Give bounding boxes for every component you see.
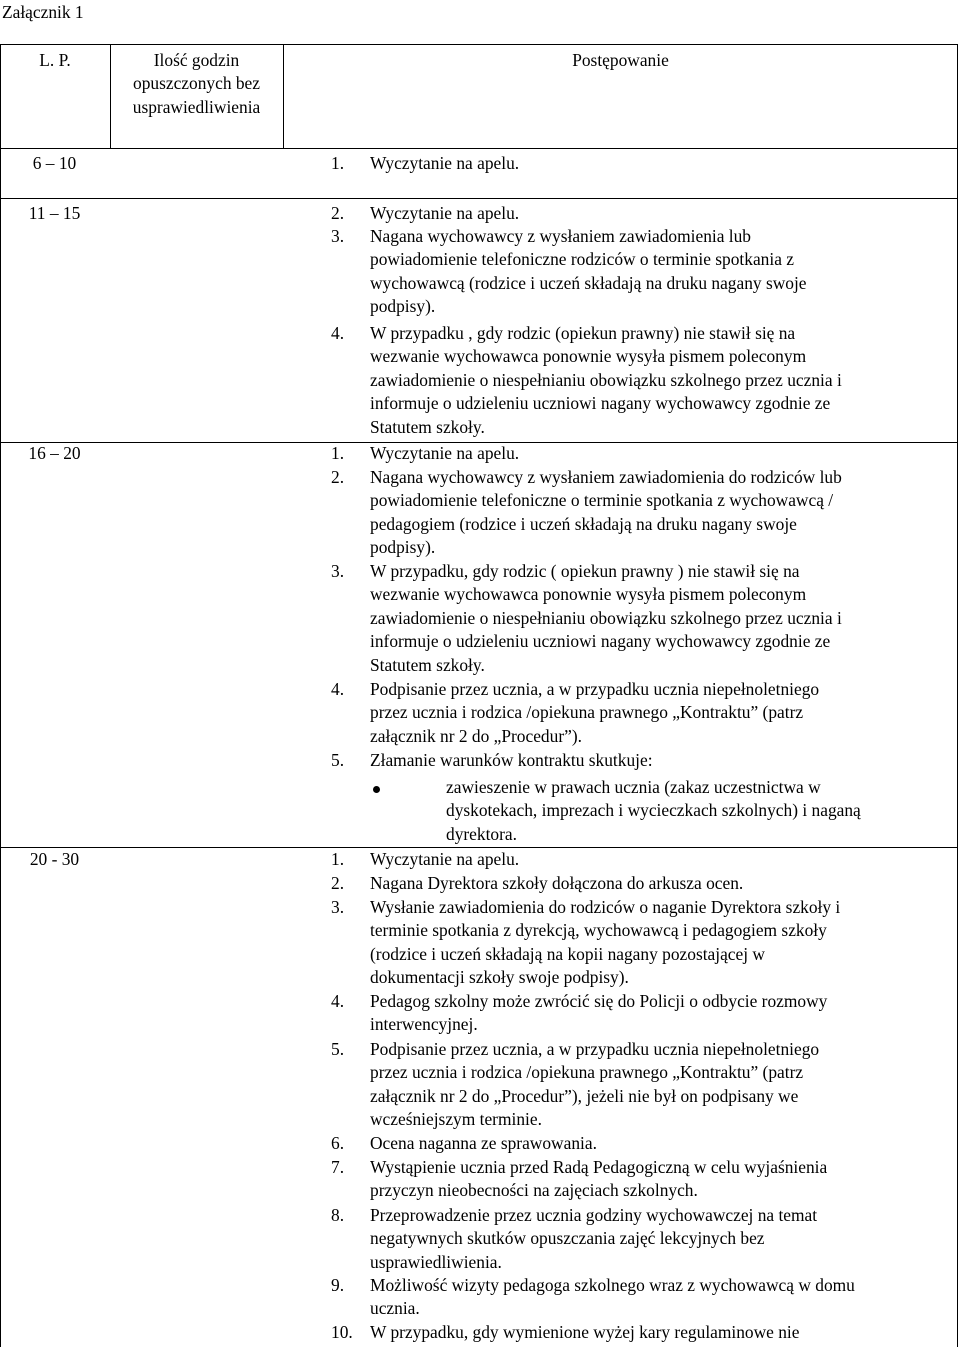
item-text: przez ucznia i rodzica /opiekuna prawnego „Kontraktu” (patrz bbox=[370, 702, 804, 723]
item-text: Ocena naganna ze sprawowania. bbox=[370, 1133, 597, 1153]
item-text: ucznia. bbox=[370, 1298, 420, 1319]
list-item bbox=[331, 225, 935, 319]
list-item bbox=[331, 152, 935, 175]
row-hours: 6 – 10 bbox=[32, 153, 77, 173]
row-hours: 20 - 30 bbox=[29, 849, 80, 869]
item-text: Wysłanie zawiadomienia do rodziców o naganie Dyrektora szkoły i bbox=[370, 897, 841, 917]
item-text: powiadomienie telefoniczne o terminie spotkania z wychowawcą / bbox=[370, 490, 834, 511]
item-text: Wyczytanie na apelu. bbox=[370, 203, 520, 223]
bullet-icon bbox=[373, 786, 380, 793]
list-item bbox=[331, 1204, 935, 1274]
header-lp: L. P. bbox=[39, 50, 71, 70]
list-item bbox=[331, 322, 935, 439]
item-text: przyczyn nieobecności na zajęciach szkolnych. bbox=[370, 1180, 698, 1201]
item-text: negatywnych skutków opuszczania zajęć lekcyjnych bez bbox=[370, 1228, 765, 1249]
item-text: W przypadku, gdy rodzic ( opiekun prawny ) nie stawił się na bbox=[370, 561, 800, 581]
item-number: 3. bbox=[331, 561, 345, 581]
item-text: terminie spotkania z dyrekcją, wychowawcą i pedagogiem szkoły bbox=[370, 920, 827, 941]
item-text: informuje o udzieleniu uczniowi nagany wychowawcy zgodnie ze bbox=[370, 393, 831, 414]
header-hours-line: usprawiedliwienia bbox=[132, 96, 261, 117]
item-text: wychowawcą (rodzice i uczeń składają na druku nagany swoje bbox=[370, 272, 807, 293]
list-item bbox=[331, 1156, 935, 1203]
item-text: interwencyjnej. bbox=[370, 1014, 478, 1035]
item-text: Przeprowadzenie przez ucznia godziny wychowawczej na temat bbox=[370, 1205, 818, 1225]
list-item bbox=[331, 872, 935, 895]
item-text: pedagogiem (rodzice i uczeń składają na druku nagany swoje bbox=[370, 513, 797, 534]
item-text: Wyczytanie na apelu. bbox=[370, 443, 520, 463]
item-text: zawiadomienie o niespełnianiu obowiązku szkolnego przez ucznia i bbox=[370, 607, 842, 628]
item-number: 2. bbox=[331, 203, 345, 223]
item-number: 3. bbox=[331, 897, 345, 917]
table-top-border bbox=[0, 44, 958, 45]
item-text: dokumentacji szkoły swoje podpisy). bbox=[370, 967, 629, 988]
item-number: 2. bbox=[331, 873, 345, 893]
list-item bbox=[331, 896, 935, 990]
item-text: Pedagog szkolny może zwrócić się do Policji o odbycie rozmowy bbox=[370, 991, 828, 1011]
row-separator bbox=[0, 198, 958, 199]
header-hours-line: opuszczonych bez bbox=[133, 73, 260, 94]
item-text: podpisy). bbox=[370, 537, 436, 558]
list-item bbox=[331, 1038, 935, 1132]
list-item bbox=[331, 678, 935, 748]
item-number: 7. bbox=[331, 1157, 345, 1177]
bullet-text: dyrektora. bbox=[446, 823, 517, 844]
list-item bbox=[331, 1132, 935, 1155]
item-text: W przypadku , gdy rodzic (opiekun prawny) nie stawił się na bbox=[370, 323, 796, 343]
item-text: załącznik nr 2 do „Procedur”), jeżeli nie był on podpisany we bbox=[370, 1085, 799, 1106]
item-text: Możliwość wizyty pedagoga szkolnego wraz z wychowawcą w domu bbox=[370, 1275, 855, 1295]
item-number: 5. bbox=[331, 750, 345, 770]
item-text: Złamanie warunków kontraktu skutkuje: bbox=[370, 750, 653, 770]
list-item bbox=[331, 1321, 935, 1344]
attachment-label: Załącznik 1 bbox=[2, 2, 84, 22]
item-text: zawiadomienie o niespełnianiu obowiązku szkolnego przez ucznia i bbox=[370, 369, 842, 390]
item-text: Wyczytanie na apelu. bbox=[370, 849, 520, 869]
item-text: wezwanie wychowawca ponownie wysyła pismem poleconym bbox=[370, 584, 807, 605]
bullet-item bbox=[404, 776, 944, 846]
item-text: Statutem szkoły. bbox=[370, 654, 485, 675]
item-text: Podpisanie przez ucznia, a w przypadku ucznia niepełnoletniego bbox=[370, 679, 820, 699]
table-left-border bbox=[0, 44, 1, 1347]
item-number: 1. bbox=[331, 153, 345, 173]
item-number: 6. bbox=[331, 1133, 345, 1153]
row-hours: 16 – 20 bbox=[28, 443, 81, 463]
item-text: załącznik nr 2 do „Procedur”). bbox=[370, 725, 582, 746]
item-text: Nagana wychowawcy z wysłaniem zawiadomienia do rodziców lub bbox=[370, 467, 842, 487]
item-number: 4. bbox=[331, 991, 345, 1011]
list-item bbox=[331, 202, 935, 225]
item-text: Statutem szkoły. bbox=[370, 416, 485, 437]
bullet-text: dyskotekach, imprezach i wycieczkach szkolnych) i naganą bbox=[446, 800, 861, 821]
list-item bbox=[331, 848, 935, 871]
item-text: przez ucznia i rodzica /opiekuna prawnego „Kontraktu” (patrz bbox=[370, 1062, 804, 1083]
item-text: wcześniejszym terminie. bbox=[370, 1109, 542, 1130]
item-number: 2. bbox=[331, 467, 345, 487]
item-number: 4. bbox=[331, 323, 345, 343]
list-item bbox=[331, 749, 935, 772]
item-number: 8. bbox=[331, 1205, 345, 1225]
item-number: 5. bbox=[331, 1039, 345, 1059]
item-text: Wyczytanie na apelu. bbox=[370, 153, 520, 173]
item-text: (rodzice i uczeń składają na kopii nagany pozostającej w bbox=[370, 943, 765, 964]
item-text: powiadomienie telefoniczne rodziców o terminie spotkania z bbox=[370, 249, 794, 270]
row-hours: 11 – 15 bbox=[28, 203, 81, 223]
list-item bbox=[331, 466, 935, 560]
list-item bbox=[331, 1274, 935, 1321]
bullet-text: zawieszenie w prawach ucznia (zakaz uczestnictwa w bbox=[446, 777, 821, 797]
item-text: wezwanie wychowawca ponownie wysyła pismem poleconym bbox=[370, 346, 807, 367]
item-text: Nagana wychowawcy z wysłaniem zawiadomienia lub bbox=[370, 226, 752, 246]
item-number: 10. bbox=[331, 1322, 353, 1342]
list-item bbox=[331, 990, 935, 1037]
item-text: Wystąpienie ucznia przed Radą Pedagogiczną w celu wyjaśnienia bbox=[370, 1157, 828, 1177]
item-number: 1. bbox=[331, 443, 345, 463]
list-item bbox=[331, 560, 935, 677]
item-number: 9. bbox=[331, 1275, 345, 1295]
header-hours-line: Ilość godzin bbox=[153, 50, 240, 70]
item-text: Nagana Dyrektora szkoły dołączona do arkusza ocen. bbox=[370, 873, 744, 893]
item-text: Podpisanie przez ucznia, a w przypadku ucznia niepełnoletniego bbox=[370, 1039, 820, 1059]
header-hours bbox=[110, 49, 283, 119]
item-text: W przypadku, gdy wymienione wyżej kary regulaminowe nie bbox=[370, 1322, 800, 1342]
item-number: 1. bbox=[331, 849, 345, 869]
list-item bbox=[331, 442, 935, 465]
table-right-border bbox=[957, 44, 958, 1347]
item-text: usprawiedliwienia. bbox=[370, 1251, 502, 1272]
item-text: informuje o udzieleniu uczniowi nagany wychowawcy zgodnie ze bbox=[370, 631, 831, 652]
item-number: 4. bbox=[331, 679, 345, 699]
header-bottom-border bbox=[0, 148, 958, 149]
header-procedure: Postępowanie bbox=[572, 50, 669, 70]
item-number: 3. bbox=[331, 226, 345, 246]
item-text: podpisy). bbox=[370, 296, 436, 317]
